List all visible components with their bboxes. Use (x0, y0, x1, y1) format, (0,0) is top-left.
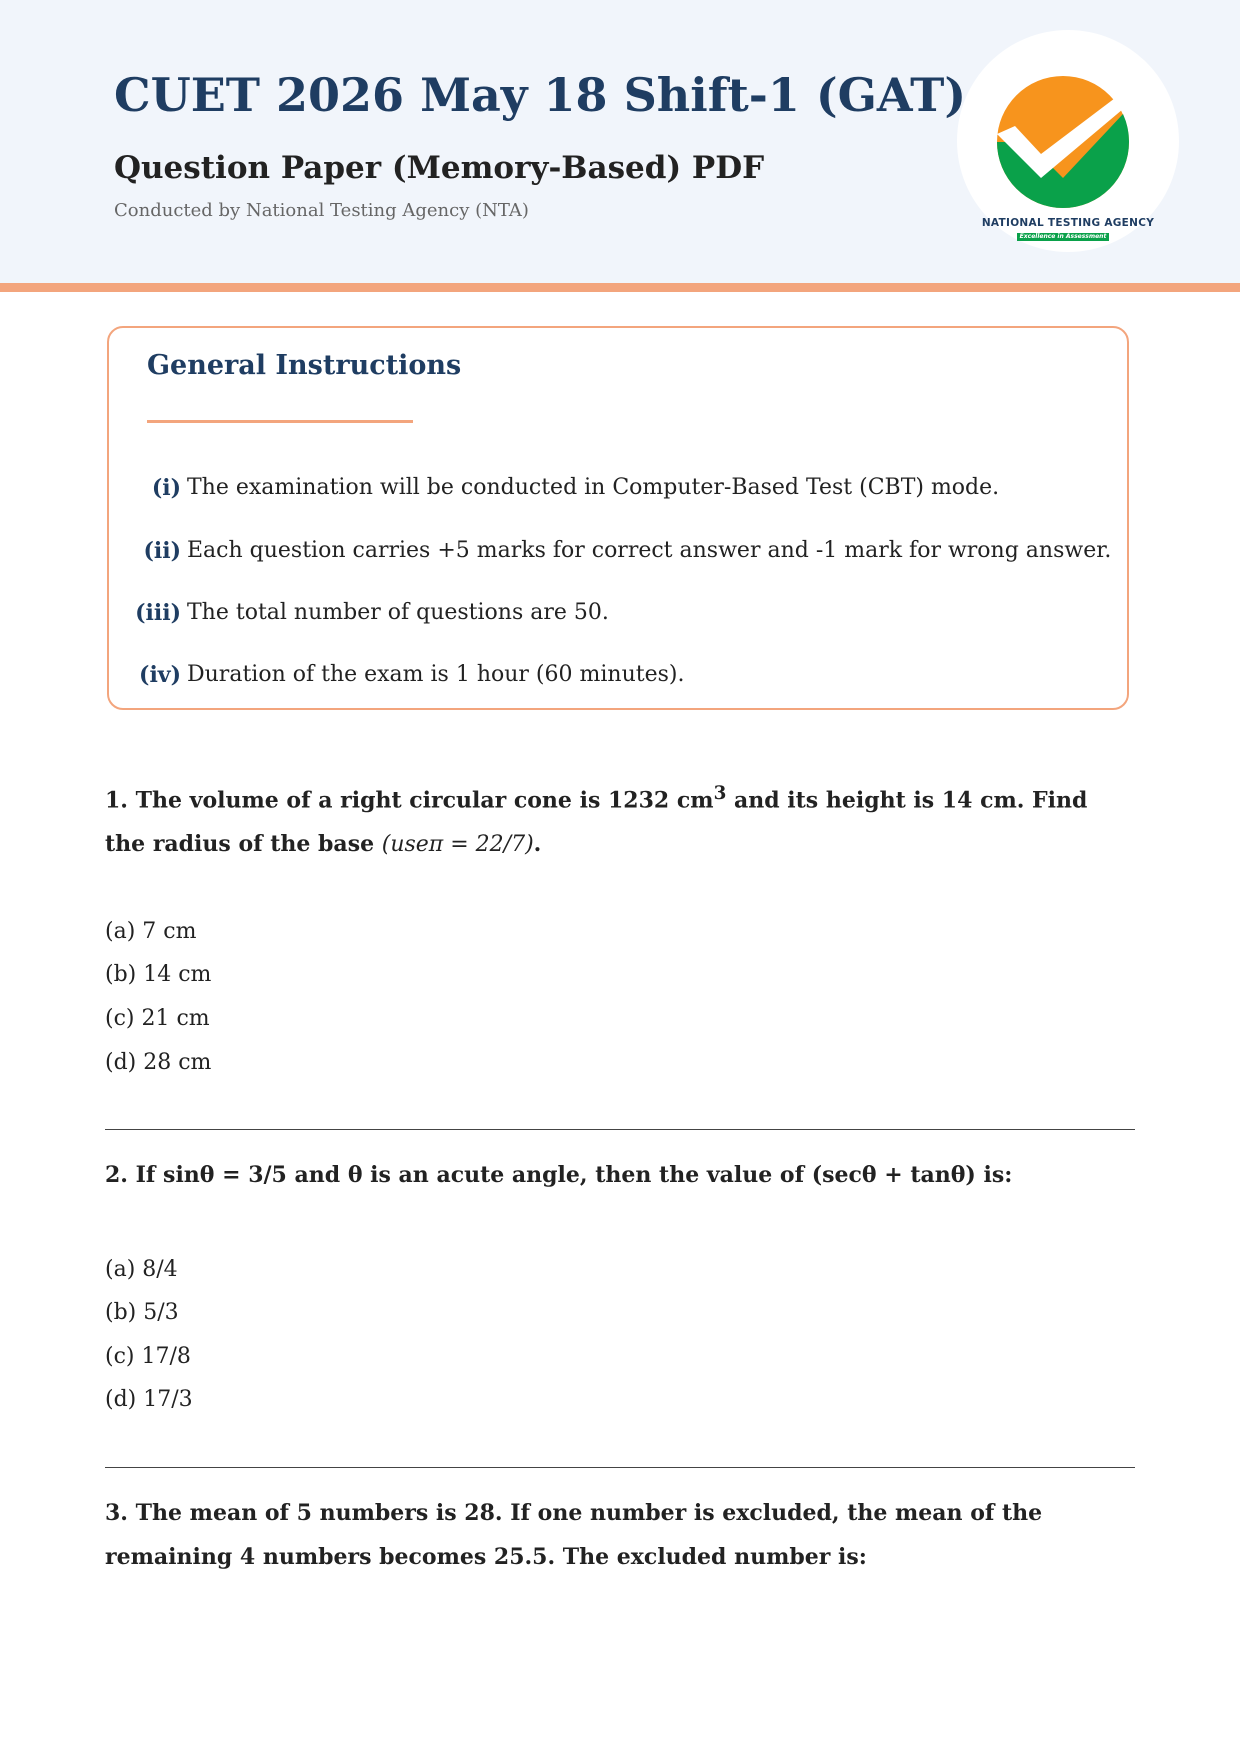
page-title: CUET 2026 May 18 Shift-1 (GAT) (114, 68, 967, 122)
instruction-item (109, 475, 1129, 505)
logo-tagline: Excellence in Assessment (1017, 233, 1109, 241)
instruction-item (109, 662, 1129, 692)
question-1 (105, 772, 1135, 867)
question-divider (105, 1129, 1135, 1130)
instruction-item (109, 600, 1129, 630)
question-text: The mean of 5 numbers is 28. If one number is excluded, the mean of the remaining 4 numbers becomes 25.5. The excluded number is: (105, 1500, 1043, 1570)
question-number: 3. (105, 1500, 128, 1526)
question-text: and its height is 14 cm. Find the radius of the base (105, 787, 1088, 858)
question-text: If sinθ = 3/5 and θ is an acute angle, then the value of (secθ + tanθ) is: (135, 1162, 1013, 1188)
question-text: The volume of a right circular cone is 1232 cm (135, 787, 714, 814)
page-header (0, 0, 1240, 283)
question-math: (useπ = 22/7) (381, 832, 534, 858)
question-3 (105, 1491, 1135, 1579)
instruction-text: Each question carries +5 marks for correct answer and -1 mark for wrong answer. (187, 538, 1112, 563)
page-subtitle: Question Paper (Memory-Based) PDF (114, 150, 765, 186)
instruction-text: Duration of the exam is 1 hour (60 minutes). (187, 662, 685, 687)
instructions-box (107, 326, 1129, 710)
instructions-underline (147, 420, 413, 423)
logo-name: NATIONAL TESTING AGENCY (981, 217, 1155, 229)
option-a[interactable]: (a) 8/4 (105, 1257, 178, 1282)
nta-logo (957, 30, 1179, 252)
question-divider (105, 1467, 1135, 1468)
option-d[interactable]: (d) 28 cm (105, 1050, 212, 1075)
option-b[interactable]: (b) 5/3 (105, 1300, 179, 1325)
question-superscript: 3 (713, 783, 727, 804)
option-d[interactable]: (d) 17/3 (105, 1387, 193, 1412)
instructions-heading: General Instructions (147, 350, 462, 381)
option-a[interactable]: (a) 7 cm (105, 919, 197, 944)
instruction-number: (iii) (135, 600, 181, 626)
conducted-by-text: Conducted by National Testing Agency (NTA) (114, 200, 529, 221)
option-c[interactable]: (c) 21 cm (105, 1006, 210, 1031)
question-number: 1. (105, 787, 128, 814)
question-2 (105, 1153, 1135, 1197)
option-b[interactable]: (b) 14 cm (105, 962, 212, 987)
instruction-text: The examination will be conducted in Computer-Based Test (CBT) mode. (187, 475, 1000, 500)
instruction-number: (ii) (143, 538, 181, 564)
instruction-number: (iv) (139, 662, 181, 688)
instruction-text: The total number of questions are 50. (187, 600, 609, 625)
instruction-item (109, 538, 1129, 568)
instruction-number: (i) (151, 475, 181, 501)
header-accent-bar (0, 283, 1240, 292)
question-text: . (533, 831, 542, 858)
question-number: 2. (105, 1162, 128, 1188)
option-c[interactable]: (c) 17/8 (105, 1344, 191, 1369)
